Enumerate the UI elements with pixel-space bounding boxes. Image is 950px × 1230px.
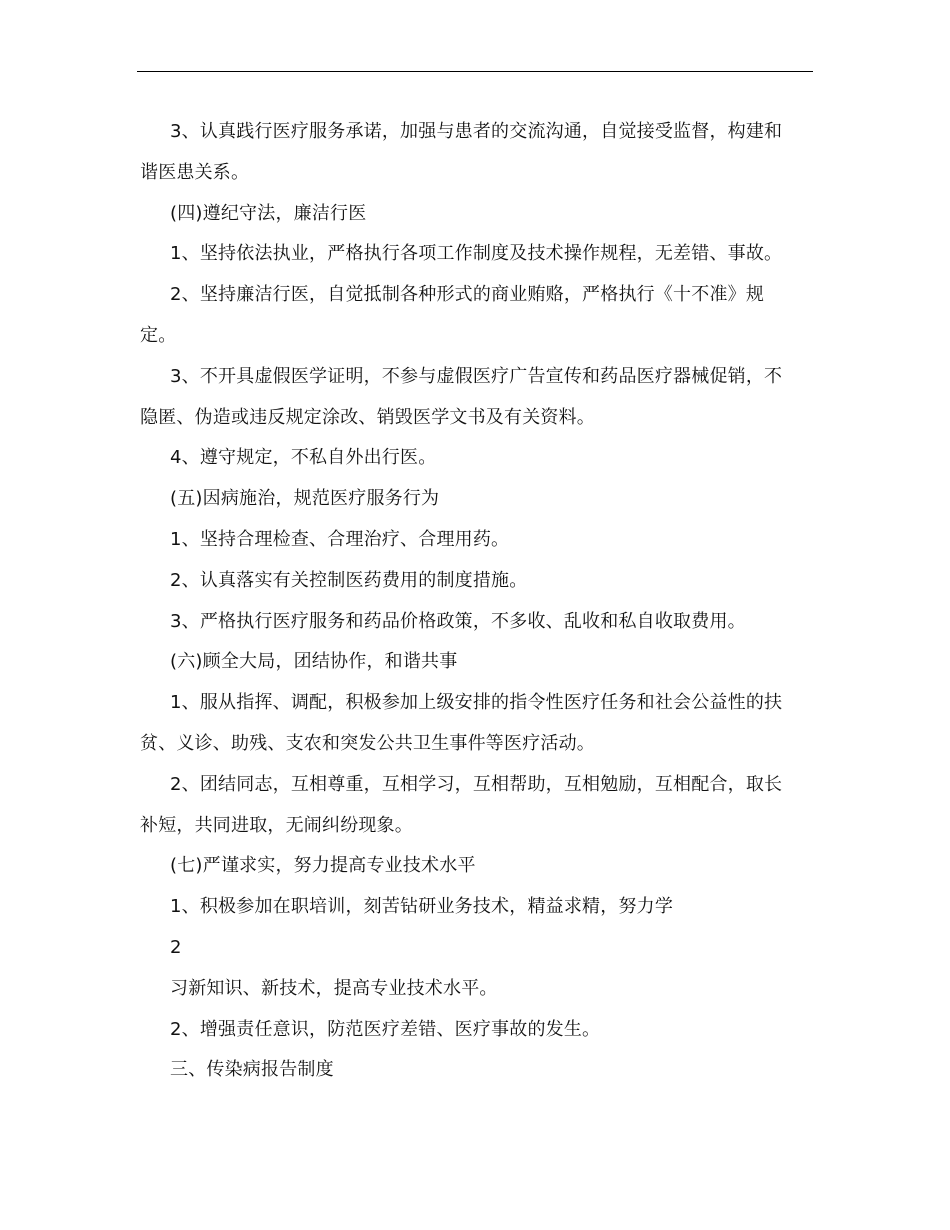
page-number: 2 (170, 936, 182, 958)
section-heading: 三、传染病报告制度 (170, 1059, 334, 1081)
paragraph: 4、遵守规定，不私自外出行医。 (170, 447, 437, 469)
paragraph: 2、增强责任意识，防范医疗差错、医疗事故的发生。 (170, 1018, 601, 1040)
section-heading: (六)顾全大局，团结协作，和谐共事 (170, 651, 458, 673)
section-heading: (七)严谨求实，努力提高专业技术水平 (170, 855, 476, 877)
paragraph: 3、严格执行医疗服务和药品价格政策，不多收、乱收和私自收取费用。 (170, 610, 746, 632)
paragraph: 1、积极参加在职培训，刻苦钻研业务技术，精益求精，努力学 (170, 896, 674, 918)
paragraph: 1、坚持合理检查、合理治疗、合理用药。 (170, 528, 510, 550)
paragraph: 2、坚持廉洁行医，自觉抵制各种形式的商业贿赂，严格执行《十不准》规定。 (140, 284, 765, 346)
section-heading: (五)因病施治，规范医疗服务行为 (170, 488, 440, 510)
paragraph: 1、坚持依法执业，严格执行各项工作制度及技术操作规程，无差错、事故。 (170, 243, 783, 265)
paragraph: 2、团结同志，互相尊重，互相学习，互相帮助，互相勉励，互相配合，取长补短，共同进取，无闹纠纷现象。 (140, 773, 783, 836)
paragraph: 习新知识、新技术，提高专业技术水平。 (170, 977, 498, 999)
document-body (140, 112, 800, 1091)
paragraph: 3、认真践行医疗服务承诺，加强与患者的交流沟通，自觉接受监督，构建和谐医患关系。 (140, 121, 783, 183)
paragraph: 1、服从指挥、调配，积极参加上级安排的指令性医疗任务和社会公益性的扶贫、义诊、助残、支农和突发公共卫生事件等医疗活动。 (140, 692, 783, 754)
paragraph: 2、认真落实有关控制医药费用的制度措施。 (170, 569, 528, 591)
paragraph: 3、不开具虚假医学证明，不参与虚假医疗广告宣传和药品医疗器械促销，不隐匿、伪造或违反规定涂改、销毁医学文书及有关资料。 (140, 365, 783, 428)
section-heading: (四)遵纪守法，廉洁行医 (170, 202, 367, 224)
header-rule (137, 71, 813, 72)
